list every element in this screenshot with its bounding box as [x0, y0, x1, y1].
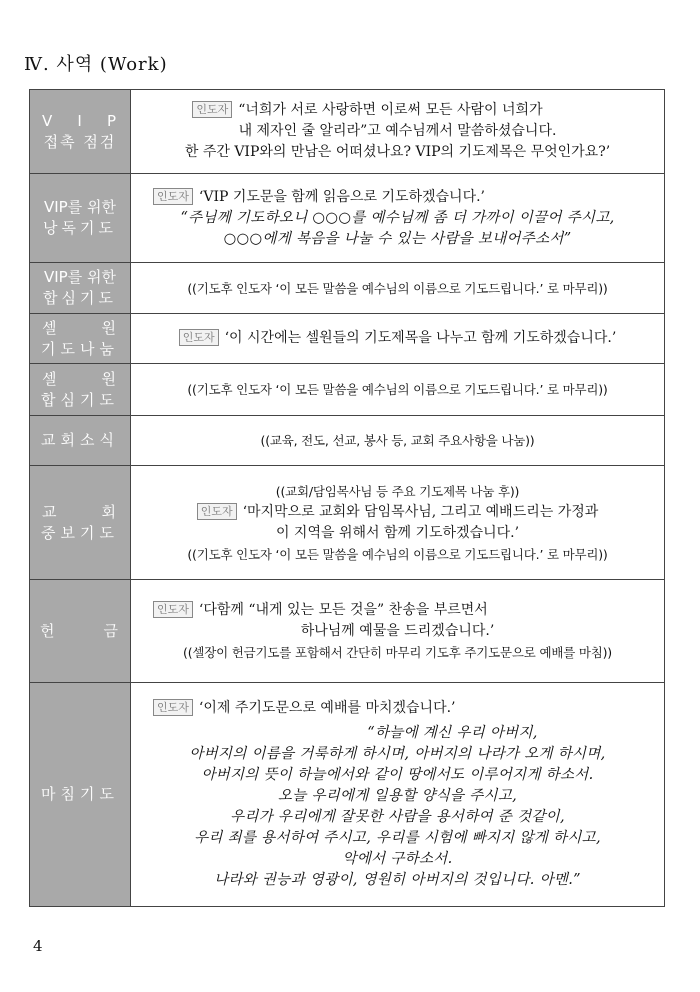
- row-content: [131, 416, 665, 466]
- row-content: [131, 683, 665, 907]
- row-label: [30, 683, 131, 907]
- content-line: 하나님께 예물을 드리겠습니다.’: [300, 622, 495, 639]
- row-content: [131, 174, 665, 263]
- row-content: [131, 580, 665, 683]
- row-label: [30, 416, 131, 466]
- content-line: “주님께 기도하오니 ○○○를 예수님께 좀 더 가까이 이끌어 주시고,: [180, 209, 615, 226]
- table-row: [30, 174, 665, 263]
- row-label-line: 셀 원: [42, 318, 118, 337]
- table-row: [30, 364, 665, 416]
- row-label-line: 접촉 점검: [43, 132, 117, 151]
- content-line: ‘VIP 기도문을 함께 읽음으로 기도하겠습니다.’: [198, 188, 486, 205]
- content-line: ((기도후 인도자 ‘이 모든 말씀을 예수님의 이름으로 기도드립니다.’ 로 마무리)): [187, 546, 608, 562]
- content-line: 아버지의 뜻이 하늘에서와 같이 땅에서도 이루어지게 하소서.: [201, 767, 594, 783]
- table-row: [30, 263, 665, 314]
- content-line: 한 주간 VIP와의 만남은 어떠셨나요? VIP의 기도제목은 무엇인가요?’: [184, 144, 611, 160]
- content-line: ((기도후 인도자 ‘이 모든 말씀을 예수님의 이름으로 기도드립니다.’ 로 마무리)): [187, 382, 608, 397]
- table-row: [30, 416, 665, 466]
- row-label-line: 교회소식: [41, 431, 119, 449]
- page-number: 4: [33, 937, 43, 955]
- leader-tag: 인도자: [192, 101, 232, 118]
- table-row: [30, 90, 665, 174]
- content-line: ‘마지막으로 교회와 담임목사님, 그리고 예배드리는 가정과: [242, 503, 599, 520]
- row-label: [30, 466, 131, 580]
- content-line: ((교회/담임목사님 등 주요 기도제목 나눔 후)): [275, 483, 520, 499]
- content-line: ((교육, 전도, 선교, 봉사 등, 교회 주요사항을 나눔)): [260, 433, 535, 448]
- row-label-line: 기도나눔: [41, 339, 119, 358]
- content-line: ‘다함께 “내게 있는 모든 것을” 찬송을 부르면서: [198, 601, 488, 618]
- content-line: ‘이 시간에는 셀원들의 기도제목을 나누고 함께 기도하겠습니다.’: [224, 330, 617, 346]
- row-label-line: VIP를 위한: [44, 268, 116, 286]
- row-label: [30, 580, 131, 683]
- row-content: [131, 90, 665, 174]
- content-line: “하늘에 계신 우리 아버지,: [367, 725, 538, 741]
- row-content: [131, 263, 665, 314]
- table-row: [30, 466, 665, 580]
- content-line: 우리가 우리에게 잘못한 사람을 용서하여 준 것같이,: [230, 809, 565, 825]
- row-label-line: 합심기도: [41, 390, 119, 409]
- leader-tag: 인도자: [153, 699, 193, 716]
- row-content: [131, 466, 665, 580]
- content-line: ‘이제 주기도문으로 예배를 마치겠습니다.’: [198, 700, 456, 716]
- row-label-line: 중보기도: [41, 523, 119, 542]
- row-label: [30, 263, 131, 314]
- row-label: [30, 174, 131, 263]
- row-content: [131, 364, 665, 416]
- leader-tag: 인도자: [153, 601, 193, 618]
- row-label-line: 셀 원: [42, 369, 118, 388]
- leader-tag: 인도자: [197, 503, 237, 520]
- content-line: 이 지역을 위해서 함께 기도하겠습니다.’: [275, 524, 520, 541]
- leader-tag: 인도자: [179, 329, 219, 346]
- content-line: 악에서 구하소서.: [342, 851, 453, 867]
- row-label-line: 교 회: [42, 502, 118, 521]
- row-label-line: V I P: [42, 111, 118, 130]
- table-row: [30, 580, 665, 683]
- row-label-line: 합심기도: [43, 289, 117, 307]
- content-line: “너희가 서로 사랑하면 이로써 모든 사람이 너희가: [238, 102, 543, 118]
- content-line: 나라와 권능과 영광이, 영원히 아버지의 것입니다. 아멘.”: [214, 872, 581, 888]
- row-label-line: 낭독기도: [43, 219, 117, 237]
- content-line: ((기도후 인도자 ‘이 모든 말씀을 예수님의 이름으로 기도드립니다.’ 로 마무리)): [187, 280, 608, 296]
- row-label-line: VIP를 위한: [44, 198, 116, 216]
- content-line: 아버지의 이름을 거룩하게 하시며, 아버지의 나라가 오게 하시며,: [189, 746, 606, 762]
- section-title: Ⅳ. 사역 (Work): [24, 54, 168, 75]
- row-label: [30, 90, 131, 174]
- table-row: [30, 683, 665, 907]
- content-line: 오늘 우리에게 일용할 양식을 주시고,: [277, 788, 518, 804]
- row-label-line: 마침기도: [41, 785, 119, 803]
- content-line: 내 제자인 줄 알리라”고 예수님께서 말씀하셨습니다.: [238, 123, 557, 139]
- content-line: 우리 죄를 용서하여 주시고, 우리를 시험에 빠지지 않게 하시고,: [194, 830, 601, 846]
- table-row: [30, 314, 665, 364]
- content-line: ○○○에게 복음을 나눌 수 있는 사람을 보내어주소서”: [223, 230, 572, 247]
- row-label: [30, 314, 131, 364]
- content-line: ((셀장이 헌금기도를 포함해서 간단히 마무리 기도후 주기도문으로 예배를 마침)): [183, 644, 612, 660]
- leader-tag: 인도자: [153, 188, 193, 205]
- row-content: [131, 314, 665, 364]
- row-label-line: 헌 금: [40, 621, 120, 640]
- row-label: [30, 364, 131, 416]
- worship-order-table: [29, 89, 665, 907]
